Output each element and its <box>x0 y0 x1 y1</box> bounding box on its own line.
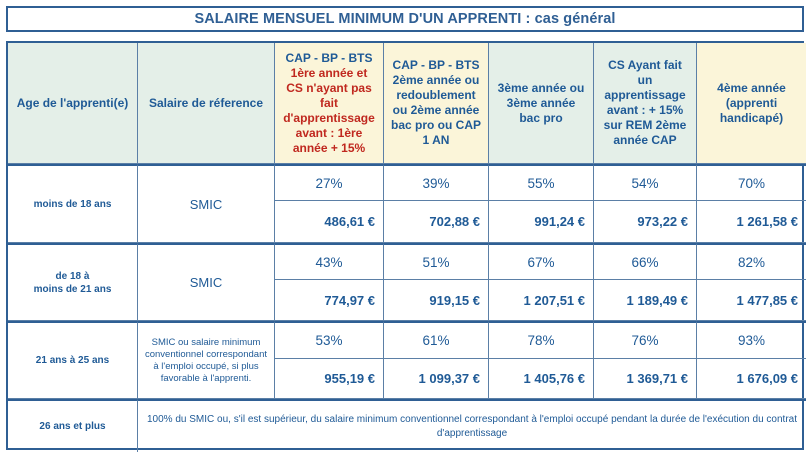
header-salary-ref: Salaire de réference <box>138 43 275 164</box>
amount-cell: 1 099,37 € <box>384 359 489 399</box>
percent-cell: 54% <box>594 164 697 201</box>
header-col-1st-year-prefix: CAP - BP - BTS <box>285 50 373 65</box>
age-cell: 21 ans à 25 ans <box>8 321 138 399</box>
percent-cell: 93% <box>697 321 806 359</box>
amount-cell: 1 405,76 € <box>489 359 594 399</box>
amount-cell: 486,61 € <box>275 201 384 243</box>
amount-cell: 973,22 € <box>594 201 697 243</box>
last-row-description: 100% du SMIC ou, s'il est supérieur, du salaire minimum conventionnel correspondant à l'emploi occupé pendant la durée de l'exécution du contrat d'apprentissage <box>138 399 806 452</box>
percent-cell: 51% <box>384 243 489 280</box>
amount-cell: 991,24 € <box>489 201 594 243</box>
percent-cell: 70% <box>697 164 806 201</box>
age-cell: 26 ans et plus <box>8 399 138 452</box>
percent-cell: 67% <box>489 243 594 280</box>
amount-cell: 774,97 € <box>275 280 384 321</box>
header-col-2nd-year: CAP - BP - BTS 2ème année ou redoublement ou 2ème année bac pro ou CAP 1 AN <box>384 43 489 164</box>
age-line: moins de 21 ans <box>33 283 112 295</box>
header-col-4th-year: 4ème année (apprenti handicapé) <box>697 43 806 164</box>
percent-cell: 61% <box>384 321 489 359</box>
amount-cell: 1 676,09 € <box>697 359 806 399</box>
percent-cell: 78% <box>489 321 594 359</box>
percent-cell: 55% <box>489 164 594 201</box>
page-title: SALAIRE MENSUEL MINIMUM D'UN APPRENTI : cas général <box>194 11 616 27</box>
percent-cell: 53% <box>275 321 384 359</box>
amount-cell: 702,88 € <box>384 201 489 243</box>
percent-cell: 76% <box>594 321 697 359</box>
percent-cell: 43% <box>275 243 384 280</box>
header-col-3rd-year: 3ème année ou 3ème année bac pro <box>489 43 594 164</box>
percent-cell: 27% <box>275 164 384 201</box>
percent-cell: 66% <box>594 243 697 280</box>
ref-cell: SMIC <box>138 164 275 243</box>
age-line: de 18 à <box>55 270 90 282</box>
amount-cell: 1 207,51 € <box>489 280 594 321</box>
header-col-cs: CS Ayant fait un apprentissage avant : + 15% sur REM 2ème année CAP <box>594 43 697 164</box>
amount-cell: 1 477,85 € <box>697 280 806 321</box>
header-age: Age de l'apprenti(e) <box>8 43 138 164</box>
amount-cell: 955,19 € <box>275 359 384 399</box>
ref-cell: SMIC <box>138 243 275 321</box>
table-title-box <box>6 6 804 32</box>
percent-cell: 82% <box>697 243 806 280</box>
salary-table <box>6 41 804 450</box>
amount-cell: 1 369,71 € <box>594 359 697 399</box>
header-col-1st-year <box>275 43 384 164</box>
header-col-1st-year-rest: 1ère année et CS n'ayant pas fait d'apprentissage avant : 1ère année + 15% <box>283 65 375 155</box>
amount-cell: 919,15 € <box>384 280 489 321</box>
age-cell <box>8 243 138 321</box>
age-cell: moins de 18 ans <box>8 164 138 243</box>
amount-cell: 1 261,58 € <box>697 201 806 243</box>
percent-cell: 39% <box>384 164 489 201</box>
amount-cell: 1 189,49 € <box>594 280 697 321</box>
ref-cell: SMIC ou salaire minimum conventionnel correspondant à l'emploi occupé, si plus favorable à l'apprenti. <box>138 321 275 399</box>
